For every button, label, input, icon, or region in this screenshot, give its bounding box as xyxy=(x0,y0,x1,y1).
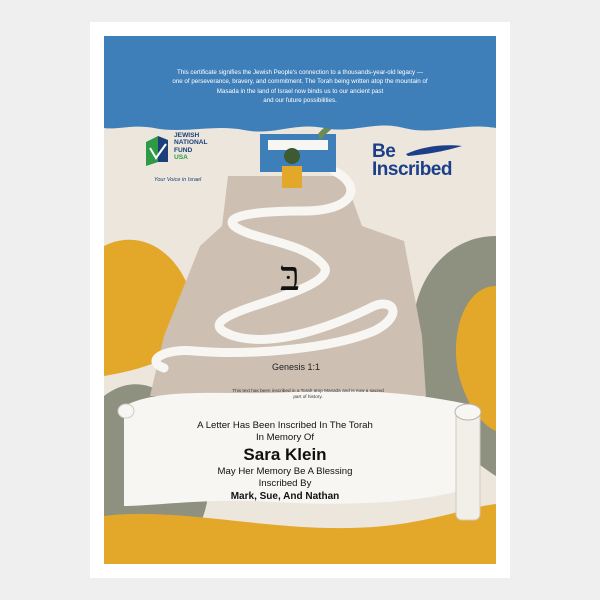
scribe-figure xyxy=(284,148,300,164)
inscribed-by-line: Inscribed By xyxy=(258,478,312,489)
certificate-text xyxy=(160,420,410,503)
jnf-name-line: FUND xyxy=(174,146,193,154)
be-inscribed-logo xyxy=(372,140,467,190)
inscription-line: A Letter Has Been Inscribed In The Torah xyxy=(197,420,373,431)
scroll-roll-right-top xyxy=(455,404,481,420)
inscription-note: This text has been inscribed in a Torah atop Masada and is now a sacred part of history. xyxy=(232,388,384,399)
blessing-line: May Her Memory Be A Blessing xyxy=(217,466,353,477)
be-inscribed-line1: Be xyxy=(372,141,396,162)
scroll-roll-right xyxy=(456,408,480,520)
feather-icon xyxy=(404,144,464,158)
jnf-name xyxy=(174,132,208,162)
scribe-desk-top xyxy=(268,140,328,150)
certificate-artwork xyxy=(104,36,496,564)
intro-line: and our future possibilities. xyxy=(263,97,337,105)
jnf-leaf-icon xyxy=(144,136,170,166)
intro-text xyxy=(128,68,472,106)
verse-reference: Genesis 1:1 xyxy=(272,362,321,372)
scribe-chair xyxy=(282,166,302,188)
memory-line: In Memory Of xyxy=(255,432,315,443)
intro-line: This certificate signifies the Jewish People's connection to a thousands-year-old legacy — xyxy=(176,69,424,76)
scroll-roll-left xyxy=(118,404,134,418)
jnf-name-line: JEWISH xyxy=(174,132,200,139)
jnf-logo xyxy=(144,132,234,192)
intro-line: one of perseverance, bravery, and commitment. The Torah being written atop the mountain of xyxy=(172,78,428,86)
intro-line: Masada in the land of Israel now binds us to our ancient past xyxy=(216,87,384,95)
jnf-tagline: Your Voice in Israel xyxy=(154,177,202,183)
honoree-name: Sara Klein xyxy=(243,445,327,464)
inscriber-names: Mark, Sue, And Nathan xyxy=(230,491,340,502)
jnf-name-line: NATIONAL xyxy=(174,139,208,147)
hebrew-letter: בּ xyxy=(280,251,301,300)
jnf-name-line: USA xyxy=(174,154,188,162)
be-inscribed-line2: Inscribed xyxy=(372,159,452,180)
